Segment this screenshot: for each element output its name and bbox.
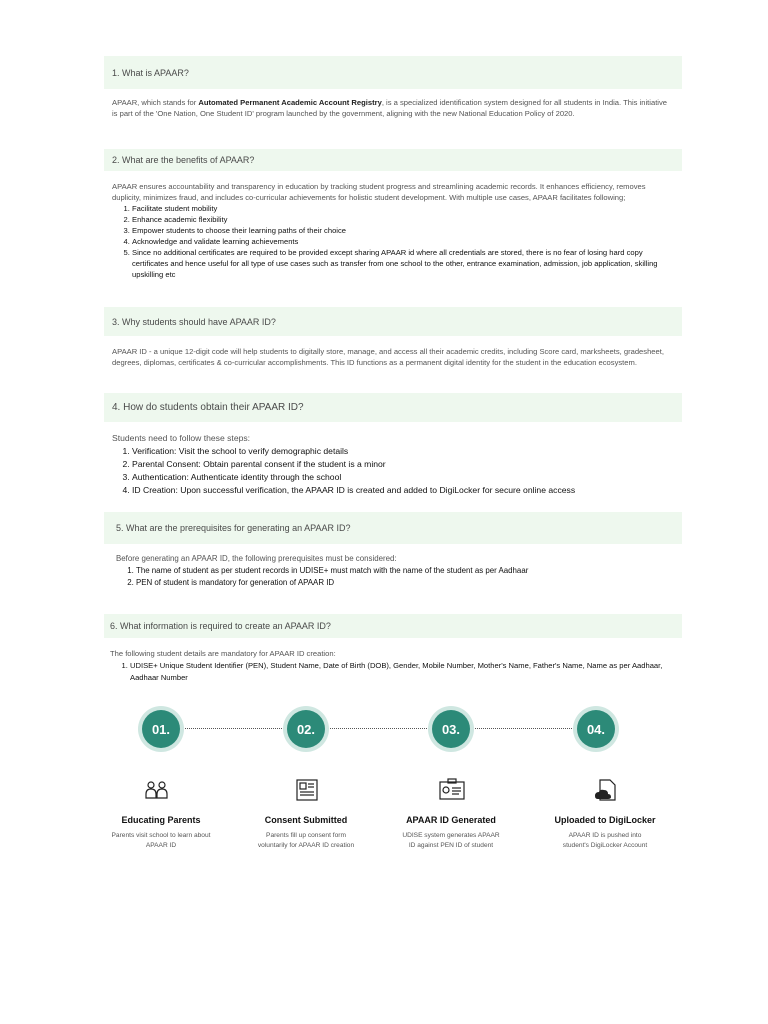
faq-question-6[interactable]: 6. What information is required to create an APAAR ID? xyxy=(104,614,682,638)
faq-answer-6: The following student details are mandatory for APAAR ID creation: 1. UDISE+ Unique Student Identifier (PEN), Student Name, Date of Birth (DOB), Gender, Mobile Number, Mother's Name, Father's Name, Name as per Aadhaar, Aadhaar Number xyxy=(104,638,682,684)
step-number-4: 04. xyxy=(577,710,615,748)
list-item: 3. Empower students to choose their learning paths of their choice xyxy=(132,225,674,236)
list-item: 2. PEN of student is mandatory for generation of APAAR ID xyxy=(136,577,674,589)
step-title-3: APAAR ID Generated xyxy=(406,815,496,825)
step-desc-3: UDISE system generates APAAR ID against PEN ID of student xyxy=(402,832,500,849)
list-item: 5. Since no additional certificates are required to be provided except sharing APAAR id where all credentials are stored, there is no fear of losing hard copy certificates and hence useful for all type of use cases such as transfer from one school to the other, entrance examination, admission, job application, skilling upskilling etc xyxy=(132,247,674,280)
parents-icon xyxy=(144,778,170,802)
faq-answer-1: APAAR, which stands for Automated Permanent Academic Account Registry, is a specialized identification system designed for all students in India. This initiative is part of the 'One Nation, One Student ID' program launched by the government, aligning with the new National Education Policy of 2020. xyxy=(112,98,668,118)
step-title-1: Educating Parents xyxy=(121,815,201,825)
faq-answer-3: APAAR ID - a unique 12-digit code will help students to digitally store, manage, and access all their academic credits, including Score card, marksheets, gradesheet, degrees, diplomas, certificates & co-curricular accomplishments. This ID functions as a permanent digital identity for the student in the education ecosystem. xyxy=(112,347,664,367)
list-item: 2. Enhance academic flexibility xyxy=(132,214,674,225)
faq-answer-2: APAAR ensures accountability and transparency in education by tracking student progress and streamlining academic records. It enhances efficiency, removes duplicity, minimizes fraud, and includes co-curricular achievements for holistic student development. With multiple use cases, APAAR facilitates following; 1. Facilitate student mobility 2. Enhance academic flexibility 3. Empower students to choose their learning paths of their choice 4. Acknowledge and validate learning achievements 5. Since no additional certificates are required to be provided except sharing APAAR id where all credentials are stored, there is no fear of losing hard copy certificates and hence useful for all type of use cases such as transfer from one school to the other, entrance examination, admission, job application, skilling upskilling etc xyxy=(104,171,682,280)
steps-list xyxy=(112,445,674,497)
faq-question-4[interactable]: 4. How do students obtain their APAAR ID? xyxy=(104,393,682,422)
list-item: 3. Authentication: Authenticate identity through the school xyxy=(132,471,674,484)
required-info-list xyxy=(110,660,674,684)
faq-question-2[interactable]: 2. What are the benefits of APAAR? xyxy=(104,149,682,171)
list-item: 2. Parental Consent: Obtain parental consent if the student is a minor xyxy=(132,458,674,471)
connector-dots xyxy=(327,728,431,729)
list-item: 1. UDISE+ Unique Student Identifier (PEN), Student Name, Date of Birth (DOB), Gender, Mobile Number, Mother's Name, Father's Name, Name as per Aadhaar, Aadhaar Number xyxy=(130,660,674,684)
apaar-process-diagram xyxy=(100,700,682,860)
faq-section-2 xyxy=(104,149,682,280)
faq-question-3[interactable]: 3. Why students should have APAAR ID? xyxy=(104,307,682,336)
list-item: 1. The name of student as per student records in UDISE+ must match with the name of the student as per Aadhaar xyxy=(136,565,674,577)
cloud-document-icon xyxy=(592,778,618,802)
faq-question-1[interactable]: 1. What is APAAR? xyxy=(104,56,682,89)
faq-section-1 xyxy=(104,56,682,119)
faq-answer-4: Students need to follow these steps: 1. Verification: Visit the school to verify demographic details 2. Parental Consent: Obtain parental consent if the student is a minor 3. Authentication: Authenticate identity through the school 4. ID Creation: Upon successful verification, the APAAR ID is created and added to DigiLocker for secure online access xyxy=(104,422,682,497)
list-item: 1. Verification: Visit the school to verify demographic details xyxy=(132,445,674,458)
id-card-icon xyxy=(439,778,465,802)
prerequisites-list xyxy=(116,565,674,589)
step-number-1: 01. xyxy=(142,710,180,748)
faq-section-5 xyxy=(104,512,682,589)
step-title-4: Uploaded to DigiLocker xyxy=(554,815,656,825)
list-item: 4. ID Creation: Upon successful verification, the APAAR ID is created and added to DigiLocker for secure online access xyxy=(132,484,674,497)
faq-section-3 xyxy=(104,307,682,368)
benefits-list xyxy=(112,203,674,280)
consent-form-icon xyxy=(294,778,320,802)
step-desc-2: Parents fill up consent form voluntarily for APAAR ID creation xyxy=(257,832,355,849)
faq-section-4 xyxy=(104,393,682,497)
faq-section-6 xyxy=(104,614,682,684)
step-number-3: 03. xyxy=(432,710,470,748)
step-number-2: 02. xyxy=(287,710,325,748)
list-item: 1. Facilitate student mobility xyxy=(132,203,674,214)
list-item: 4. Acknowledge and validate learning achievements xyxy=(132,236,674,247)
faq-question-5[interactable]: 5. What are the prerequisites for generating an APAAR ID? xyxy=(104,512,682,544)
faq-answer-5: Before generating an APAAR ID, the following prerequisites must be considered: 1. The name of student as per student records in UDISE+ must match with the name of the student as per Aadhaar 2. PEN of student is mandatory for generation of APAAR ID xyxy=(104,544,682,589)
step-desc-1: Parents visit school to learn about APAAR ID xyxy=(111,832,211,849)
connector-dots xyxy=(182,728,286,729)
step-desc-4: APAAR ID is pushed into student's DigiLocker Account xyxy=(562,832,648,849)
connector-dots xyxy=(472,728,576,729)
step-title-2: Consent Submitted xyxy=(264,815,348,825)
